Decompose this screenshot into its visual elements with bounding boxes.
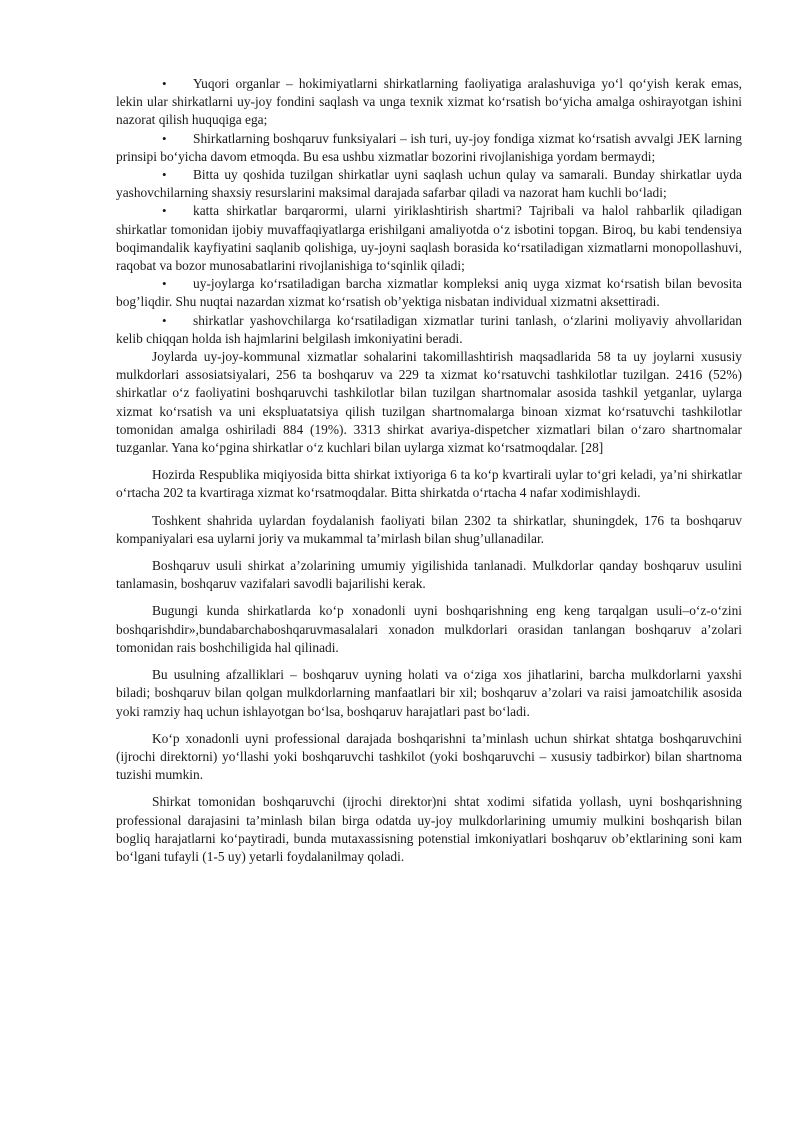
- bullet-icon: •: [162, 276, 167, 292]
- bullet-icon: •: [162, 167, 167, 183]
- paragraph: Bu usulning afzalliklari – boshqaruv uyning holati va o‘ziga xos jihatlarini, barcha mulkdorlarni yaxshi biladi; boshqaruv bilan qolgan mulkdorlarning manfaatlari bir xil; boshqaruv a’zolari va raisi jamoatchilik asosida yoki ramziy haq uchun ishlayotgan bo‘lsa, boshqaruv harajatlari past bo‘ladi.: [116, 667, 742, 719]
- bullet-item: [116, 130, 742, 166]
- bullet-text: shirkatlar yashovchilarga ko‘rsatiladigan xizmatlar turini tanlash, o‘zlarini moliyaviy ahvollaridan kelib chiqqan holda ish hajmlarini belgilash imkoniyatini beradi.: [116, 312, 742, 346]
- paragraph: Joylarda uy-joy-kommunal xizmatlar sohalarini takomillashtirish maqsadlarida 58 ta uy joylarni xususiy mulkdorlari assosiatsiyalari, 256 ta boshqaruv va 229 ta xizmat ko‘rsatuvchi tashkilotlar tuzilgan. 2416 (52%) shirkatlar o‘z faoliyatini boshqaruvchi tashkilotlar bilan tuzilgan shartnomalar asosida tashkil yetganlar, uylarga xizmat ko‘rsatish va uni ekspluatatsiya qilish tuzilgan shartnomalarga binoan xizmat ko‘rsatuvchi tashkilotlar tomonidan amalga oshiriladi 884 (19%). 3313 shirkat avariya-dispetcher xizmatlari bilan o‘zaro shartnomalar tuzganlar. Yana ko‘pgina shirkatlar o‘z kuchlari bilan uylarga xizmat ko‘rsatmoqdalar. [28]: [116, 349, 742, 456]
- bullet-text: uy-joylarga ko‘rsatiladigan barcha xizmatlar kompleksi aniq uyga xizmat ko‘rsatish bilan bevosita bog’liqdir. Shu nuqtai nazardan xizmat ko‘rsatish ob’yektiga nisbatan individual xizmatni aksettiradi.: [116, 276, 742, 310]
- bullet-text: katta shirkatlar barqarormi, ularni yiriklashtirish shartmi? Tajribali va halol rahbarlik qiladigan shirkatlar tomonidan ijobiy muvaffaqiyatlarga erishilgani amaliyotda o‘z isbotini topgan. Biroq, bu kabi tendensiya boqimandalik kayfiyatini saqlanib qolishiga, uy-joyni saqlash borasida ko‘rsatiladigan xizmatlarni monopollashuvi, raqobat va bozor munosabatlarini rivojlanishiga to‘sqinlik qiladi;: [116, 203, 742, 274]
- bullet-item: [116, 275, 742, 311]
- paragraph: Bugungi kunda shirkatlarda ko‘p xonadonli uyni boshqarishning eng keng tarqalgan usuli–o‘z-o‘zini boshqarishdir»,bundabarchaboshqaruvmasalalari xonadon mulkdorlari orasidan tanlangan boshqaruv a’zolari tomonidan rais boshchiligida hal qilinadi.: [116, 603, 742, 655]
- paragraph: Ko‘p xonadonli uyni professional darajada boshqarishni ta’minlash uchun shirkat shtatga boshqaruvchini (ijrochi direktorni) yo‘llashi yoki boshqaruvchi tashkilot (yoki boshqaruvchi – xususiy tadbirkor) bilan shartnoma tuzishi mumkin.: [116, 730, 742, 783]
- bullet-text: Bitta uy qoshida tuzilgan shirkatlar uyni saqlash uchun qulay va samarali. Bunday shirkatlar uyda yashovchilarning shaxsiy resurslarini maksimal darajada safarbar qiladi va nazorat ham kuchli bo‘ladi;: [116, 167, 742, 201]
- paragraph: Toshkent shahrida uylardan foydalanish faoliyati bilan 2302 ta shirkatlar, shuningdek, 176 ta boshqaruv kompaniyalari esa uylarni joriy va mukammal ta’mirlash bilan shug’ullanadilar.: [116, 512, 742, 546]
- paragraph: Hozirda Respublika miqiyosida bitta shirkat ixtiyoriga 6 ta ko‘p kvartirali uylar to‘gri keladi, ya’ni shirkatlar o‘rtacha 202 ta kvartiraga xizmat ko‘rsatmoqdalar. Bitta shirkatda o‘rtacha 4 nafar xodimishlaydi.: [116, 467, 742, 501]
- paragraph: Boshqaruv usuli shirkat a’zolarining umumiy yigilishida tanlanadi. Mulkdorlar qanday boshqaruv usulini tanlamasin, boshqaruv vazifalari savodli bajarilishi kerak.: [116, 558, 742, 592]
- bullet-icon: •: [162, 76, 167, 91]
- paragraph: Shirkat tomonidan boshqaruvchi (ijrochi direktor)ni shtat xodimi sifatida yollash, uyni boshqarishning professional darajasini ta’minlash bilan birga odatda uy-joy mulkdorlarining umumiy mulkini boshqarish bilan bogliq harajatlarni ko‘paytiradi, bunda mutaxassisning potenstial imkoniyatlari boshqaruv ob’ektlarining soni kam bo‘lgani tufayli (1-5 uy) yetarli foydalanilmay qoladi.: [116, 794, 742, 864]
- document-page: [116, 75, 742, 866]
- bullet-item: [116, 312, 742, 348]
- bullet-icon: •: [162, 130, 167, 146]
- bullet-text: Shirkatlarning boshqaruv funksiyalari – ish turi, uy-joy fondiga xizmat ko‘rsatish avvalgi JEK larning prinsipi bo‘yicha davom etmoqda. Bu esa ushbu xizmatlar bozorini rivojlanishiga yordam bermaydi;: [116, 130, 742, 164]
- bullet-item: [116, 75, 742, 130]
- bullet-item: [116, 202, 742, 275]
- bullet-item: [116, 166, 742, 202]
- bullet-text: Yuqori organlar – hokimiyatlarni shirkatlarning faoliyatiga aralashuviga yo‘l qo‘yish kerak emas, lekin ular shirkatlarni uy-joy fondini saqlash va unga texnik xizmat ko‘rsatish bo‘yicha amalga oshirayotgan ishini nazorat qilish huquqiga ega;: [116, 76, 742, 128]
- bullet-icon: •: [162, 203, 167, 219]
- bullet-icon: •: [162, 312, 167, 328]
